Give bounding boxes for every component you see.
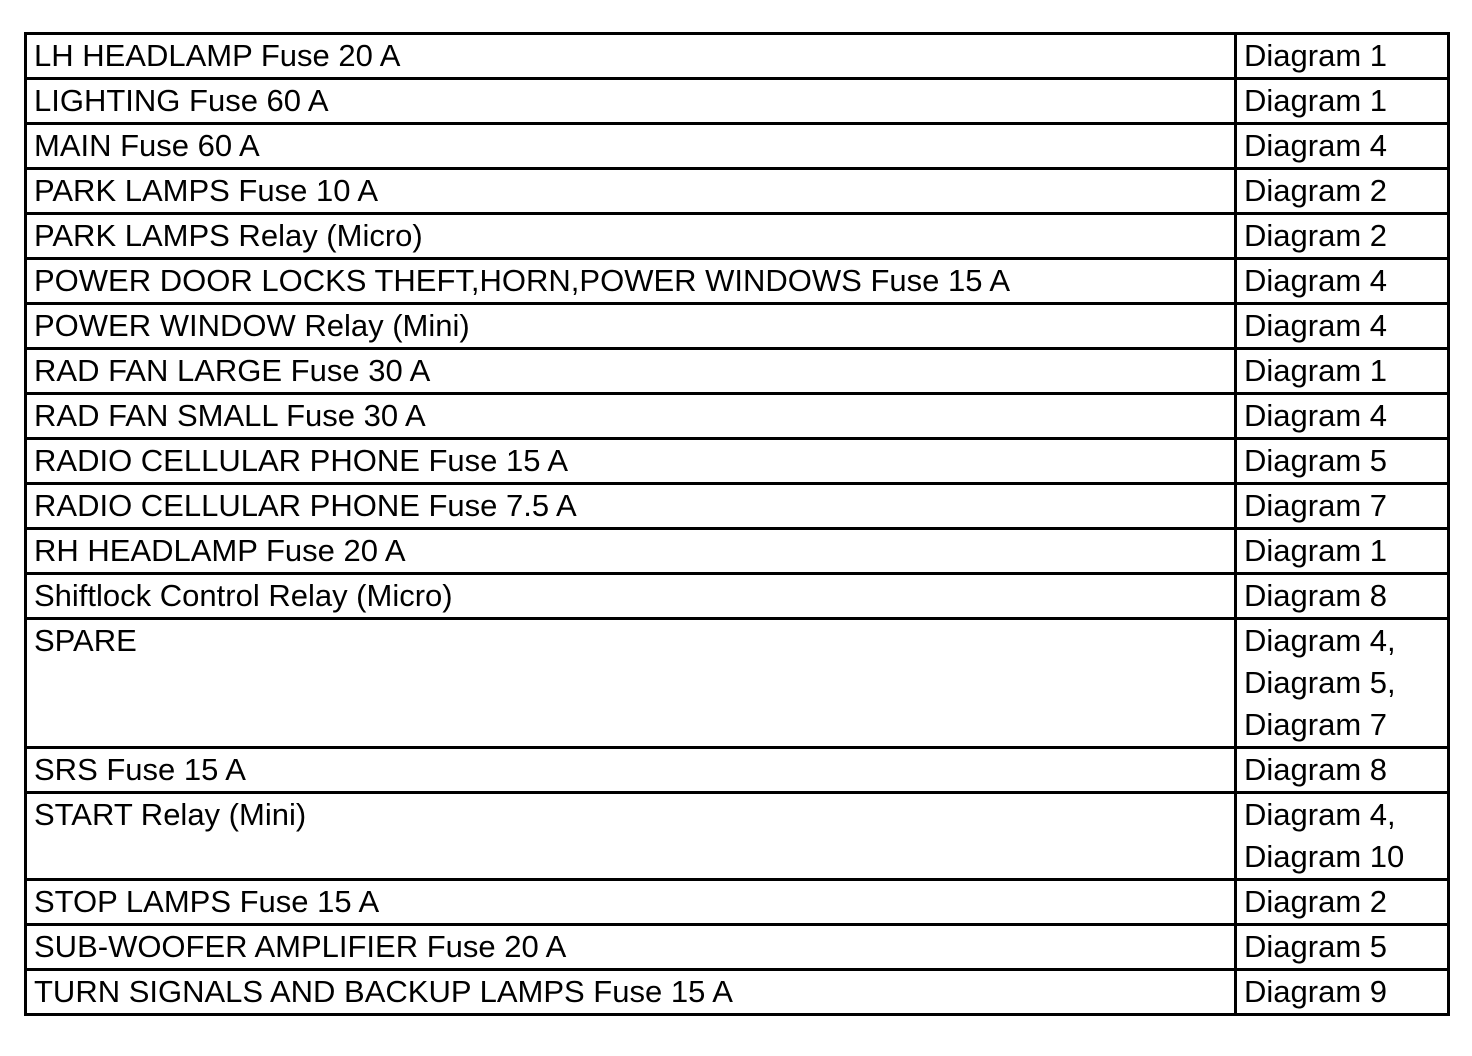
table-row	[26, 793, 1449, 880]
diagram-reference: Diagram 2	[1244, 173, 1387, 208]
diagram-reference: Diagram 1	[1244, 533, 1387, 568]
table-row	[26, 124, 1449, 169]
component-cell: SPARE	[26, 619, 1236, 748]
table-row	[26, 169, 1449, 214]
table-row	[26, 748, 1449, 793]
diagram-cell	[1236, 394, 1449, 439]
diagram-reference: Diagram 4	[1244, 398, 1387, 433]
component-cell: RADIO CELLULAR PHONE Fuse 15 A	[26, 439, 1236, 484]
table-row	[26, 970, 1449, 1015]
diagram-reference: Diagram 4	[1244, 263, 1387, 298]
diagram-reference: Diagram 4	[1244, 128, 1387, 163]
diagram-cell	[1236, 304, 1449, 349]
component-cell: RAD FAN LARGE Fuse 30 A	[26, 349, 1236, 394]
diagram-reference: Diagram 4,	[1244, 797, 1396, 832]
component-cell: SRS Fuse 15 A	[26, 748, 1236, 793]
table-row	[26, 349, 1449, 394]
diagram-reference: Diagram 7	[1244, 488, 1387, 523]
diagram-cell	[1236, 214, 1449, 259]
diagram-cell	[1236, 259, 1449, 304]
diagram-reference: Diagram 1	[1244, 38, 1387, 73]
diagram-reference: Diagram 4	[1244, 308, 1387, 343]
table-row	[26, 574, 1449, 619]
component-cell: TURN SIGNALS AND BACKUP LAMPS Fuse 15 A	[26, 970, 1236, 1015]
diagram-cell	[1236, 349, 1449, 394]
diagram-reference: Diagram 10	[1244, 839, 1405, 874]
diagram-reference: Diagram 2	[1244, 884, 1387, 919]
diagram-cell	[1236, 169, 1449, 214]
component-cell: RADIO CELLULAR PHONE Fuse 7.5 A	[26, 484, 1236, 529]
table-row	[26, 214, 1449, 259]
diagram-reference: Diagram 8	[1244, 578, 1387, 613]
diagram-reference: Diagram 5,	[1244, 665, 1396, 700]
component-cell: POWER WINDOW Relay (Mini)	[26, 304, 1236, 349]
diagram-cell	[1236, 529, 1449, 574]
component-cell: PARK LAMPS Fuse 10 A	[26, 169, 1236, 214]
component-cell: START Relay (Mini)	[26, 793, 1236, 880]
table-row	[26, 619, 1449, 748]
table-body	[26, 34, 1449, 1015]
table-row	[26, 34, 1449, 79]
table-row	[26, 304, 1449, 349]
diagram-cell	[1236, 793, 1449, 880]
diagram-reference: Diagram 2	[1244, 218, 1387, 253]
table-row	[26, 529, 1449, 574]
diagram-reference: Diagram 5	[1244, 443, 1387, 478]
table-row	[26, 880, 1449, 925]
diagram-reference: Diagram 9	[1244, 974, 1387, 1009]
table-row	[26, 925, 1449, 970]
diagram-cell	[1236, 79, 1449, 124]
diagram-reference: Diagram 4,	[1244, 623, 1396, 658]
component-cell: RH HEADLAMP Fuse 20 A	[26, 529, 1236, 574]
diagram-reference: Diagram 7	[1244, 707, 1387, 742]
component-cell: Shiftlock Control Relay (Micro)	[26, 574, 1236, 619]
diagram-reference: Diagram 1	[1244, 353, 1387, 388]
table-row	[26, 394, 1449, 439]
component-cell: RAD FAN SMALL Fuse 30 A	[26, 394, 1236, 439]
diagram-cell	[1236, 748, 1449, 793]
diagram-cell	[1236, 439, 1449, 484]
diagram-reference: Diagram 5	[1244, 929, 1387, 964]
table-row	[26, 484, 1449, 529]
component-cell: PARK LAMPS Relay (Micro)	[26, 214, 1236, 259]
table-row	[26, 79, 1449, 124]
component-cell: POWER DOOR LOCKS THEFT,HORN,POWER WINDOWS Fuse 15 A	[26, 259, 1236, 304]
fuse-relay-table	[24, 32, 1450, 1016]
diagram-cell	[1236, 970, 1449, 1015]
diagram-cell	[1236, 925, 1449, 970]
diagram-cell	[1236, 880, 1449, 925]
diagram-reference: Diagram 8	[1244, 752, 1387, 787]
table-row	[26, 439, 1449, 484]
component-cell: LIGHTING Fuse 60 A	[26, 79, 1236, 124]
component-cell: STOP LAMPS Fuse 15 A	[26, 880, 1236, 925]
diagram-cell	[1236, 124, 1449, 169]
diagram-cell	[1236, 484, 1449, 529]
diagram-reference: Diagram 1	[1244, 83, 1387, 118]
diagram-cell	[1236, 34, 1449, 79]
component-cell: MAIN Fuse 60 A	[26, 124, 1236, 169]
component-cell: SUB-WOOFER AMPLIFIER Fuse 20 A	[26, 925, 1236, 970]
diagram-cell	[1236, 619, 1449, 748]
diagram-cell	[1236, 574, 1449, 619]
component-cell: LH HEADLAMP Fuse 20 A	[26, 34, 1236, 79]
table-row	[26, 259, 1449, 304]
